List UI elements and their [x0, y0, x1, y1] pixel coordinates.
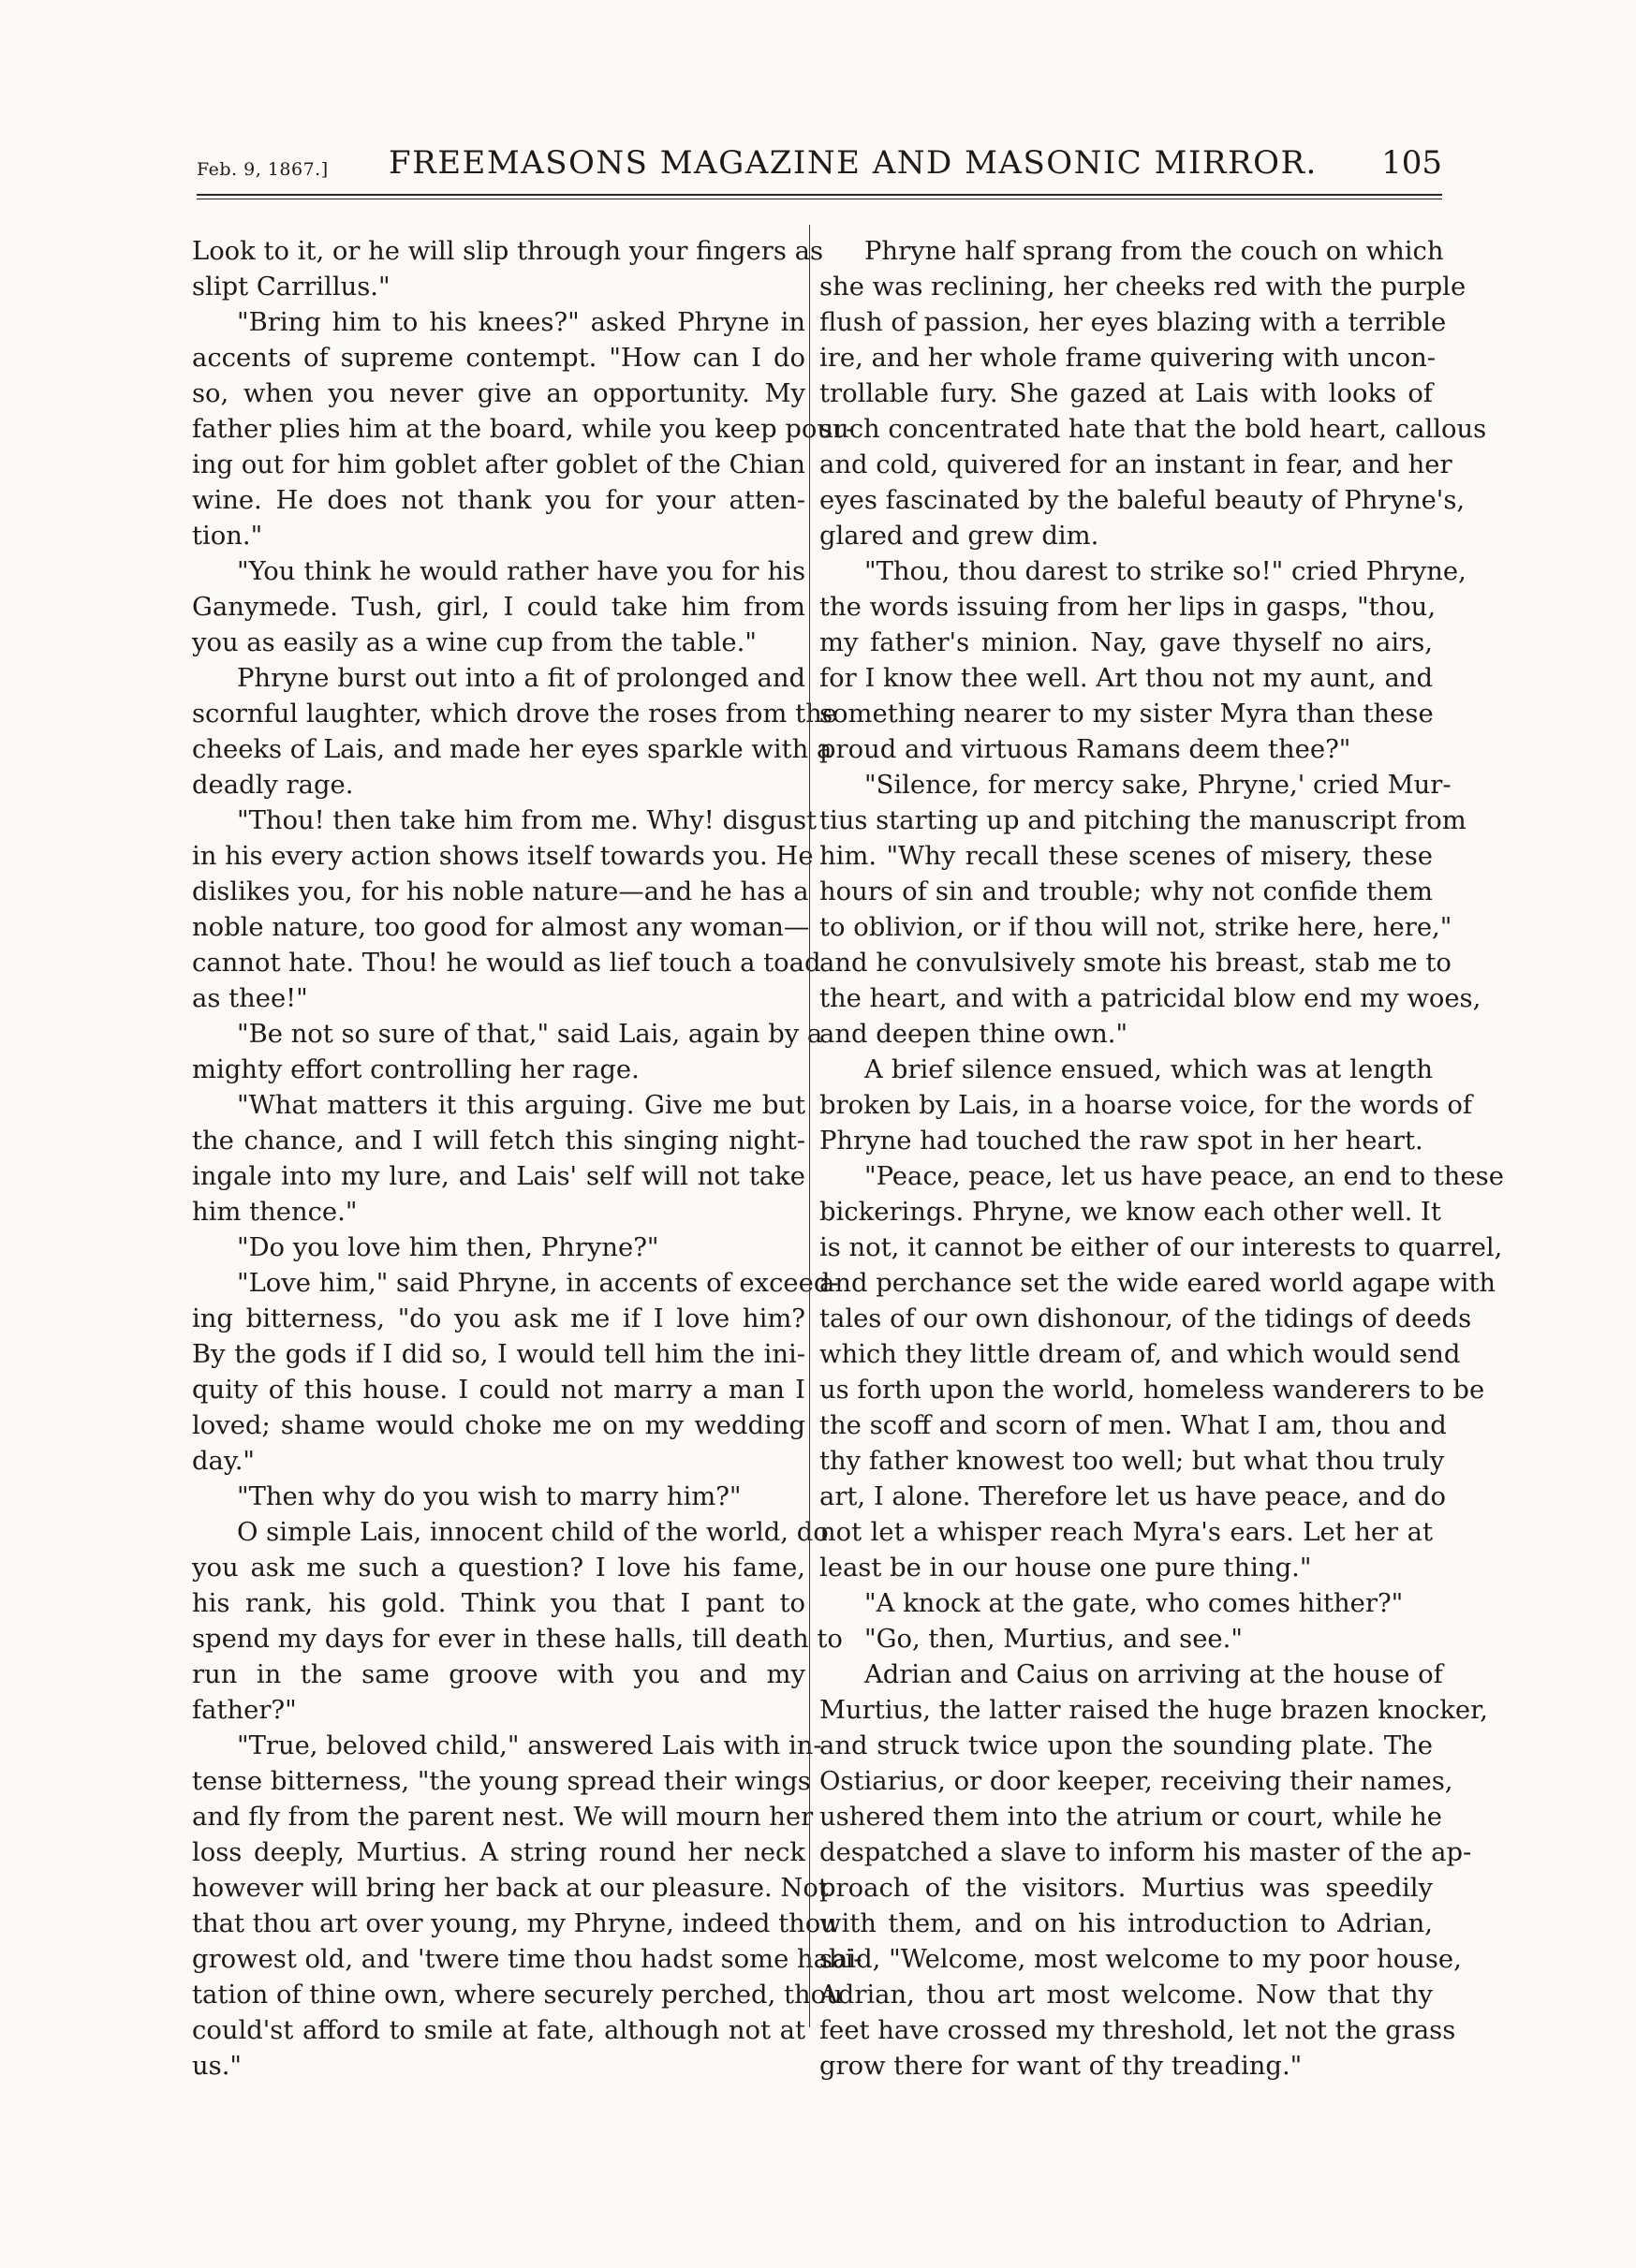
- text-line: ushered them into the atrium or court, while he: [819, 1803, 1442, 1832]
- left-column: [192, 234, 862, 2084]
- text-line: Phryne had touched the raw spot in her heart.: [819, 1127, 1423, 1156]
- paragraph: [819, 1622, 1433, 1657]
- text-line: day.": [192, 1447, 256, 1476]
- text-line: glared and grew dim.: [819, 522, 1099, 551]
- text-line: you as easily as a wine cup from the table.": [192, 628, 757, 657]
- text-line: which they little dream of, and which would send: [819, 1340, 1461, 1369]
- text-line: not let a whisper reach Myra's ears. Let her at: [819, 1518, 1433, 1547]
- paragraph: [192, 554, 805, 661]
- text-line: trollable fury. She gazed at Lais with looks of: [819, 379, 1433, 408]
- text-line: wine. He does not thank you for your atten-: [192, 486, 805, 515]
- text-line: the scoff and scorn of men. What I am, thou and: [819, 1411, 1447, 1440]
- text-line: A brief silence ensued, which was at length: [864, 1055, 1433, 1084]
- paragraph: [192, 1017, 823, 1088]
- text-line: "A knock at the gate, who comes hither?": [864, 1589, 1404, 1618]
- paragraph: [192, 803, 821, 1017]
- text-line: something nearer to my sister Myra than these: [819, 700, 1434, 729]
- text-line: "Silence, for mercy sake, Phryne,' cried Mur-: [864, 771, 1452, 800]
- text-line: run in the same groove with you and my: [192, 1660, 805, 1689]
- text-line: and perchance set the wide eared world agape with: [819, 1269, 1496, 1298]
- text-line: father plies him at the board, while you keep pour-: [192, 415, 855, 444]
- paragraph: [192, 661, 837, 803]
- text-line: broken by Lais, in a hoarse voice, for the words of: [819, 1091, 1473, 1120]
- text-line: loss deeply, Murtius. A string round her neck: [192, 1838, 805, 1867]
- text-line: for I know thee well. Art thou not my aunt, and: [819, 664, 1433, 693]
- text-line: grow there for want of thy treading.": [819, 2052, 1303, 2081]
- text-line: despatched a slave to inform his master of the ap-: [819, 1838, 1472, 1867]
- text-line: "What matters it this arguing. Give me but: [237, 1091, 805, 1120]
- text-line: and he convulsively smote his breast, stab me to: [819, 949, 1452, 978]
- text-line: could'st afford to smile at fate, although not at: [192, 2016, 805, 2045]
- text-line: such concentrated hate that the bold heart, callous: [819, 415, 1487, 444]
- paragraph: [192, 1266, 839, 1480]
- text-line: him thence.": [192, 1198, 358, 1227]
- text-line: is not, it cannot be either of our interests to quarrel,: [819, 1233, 1503, 1262]
- text-line: tales of our own dishonour, of the tidings of deeds: [819, 1304, 1472, 1333]
- text-line: "Then why do you wish to marry him?": [237, 1482, 742, 1511]
- text-line: art, I alone. Therefore let us have peace, and do: [819, 1482, 1446, 1511]
- paragraph: [819, 768, 1481, 1053]
- text-line: and fly from the parent nest. We will mourn her: [192, 1803, 814, 1832]
- text-line: Phryne half sprang from the couch on which: [864, 237, 1444, 266]
- text-line: Murtius, the latter raised the huge brazen knocker,: [819, 1696, 1488, 1725]
- paragraph: [192, 1729, 862, 2084]
- text-line: she was reclining, her cheeks red with the purple: [819, 272, 1467, 302]
- column-divider: [809, 225, 810, 2027]
- text-line: "Thou! then take him from me. Why! disgust: [237, 806, 818, 835]
- text-line: O simple Lais, innocent child of the world, do: [237, 1518, 829, 1547]
- text-line: dislikes you, for his noble nature—and he has a: [192, 877, 809, 906]
- text-line: "Go, then, Murtius, and see.": [864, 1625, 1243, 1654]
- page-number: 105: [1381, 144, 1442, 182]
- text-line: tation of thine own, where securely perched, thou: [192, 1981, 843, 2010]
- text-line: eyes fascinated by the baleful beauty of Phryne's,: [819, 486, 1466, 515]
- text-line: proud and virtuous Ramans deem thee?": [819, 735, 1351, 764]
- text-line: slipt Carrillus.": [192, 272, 391, 302]
- text-line: with them, and on his introduction to Adrian,: [819, 1909, 1433, 1938]
- text-line: my father's minion. Nay, gave thyself no airs,: [819, 628, 1433, 657]
- text-line: his rank, his gold. Think you that I pant to: [192, 1589, 805, 1618]
- text-line: Adrian and Caius on arriving at the house of: [864, 1660, 1443, 1689]
- paragraph: [192, 234, 824, 305]
- text-line: By the gods if I did so, I would tell him the ini-: [192, 1340, 805, 1369]
- text-line: as thee!": [192, 984, 308, 1013]
- text-line: ingale into my lure, and Lais' self will not take: [192, 1162, 805, 1191]
- text-line: ire, and her whole frame quivering with uncon-: [819, 344, 1436, 373]
- text-line: so, when you never give an opportunity. My: [192, 379, 805, 408]
- text-line: bickerings. Phryne, we know each other well. It: [819, 1198, 1441, 1227]
- text-line: cheeks of Lais, and made her eyes sparkle with a: [192, 735, 833, 764]
- text-line: "Love him," said Phryne, in accents of exceed-: [237, 1269, 839, 1298]
- text-line: "True, beloved child," answered Lais with in-: [237, 1731, 822, 1760]
- text-line: "Thou, thou darest to strike so!" cried Phryne,: [864, 557, 1467, 586]
- text-line: you ask me such a question? I love his fame,: [192, 1554, 805, 1583]
- text-line: loved; shame would choke me on my wedding: [192, 1411, 805, 1440]
- text-line: quity of this house. I could not marry a man I: [192, 1376, 805, 1405]
- text-line: however will bring her back at our pleasure. Not: [192, 1874, 829, 1903]
- text-line: father?": [192, 1696, 297, 1725]
- text-line: and struck twice upon the sounding plate. The: [819, 1731, 1433, 1760]
- text-line: and cold, quivered for an instant in fear, and her: [819, 450, 1452, 479]
- text-line: that thou art over young, my Phryne, indeed thou: [192, 1909, 837, 1938]
- text-line: "Be not so sure of that," said Lais, again by a: [237, 1020, 823, 1049]
- text-line: thy father knowest too well; but what thou truly: [819, 1447, 1445, 1476]
- text-line: Ganymede. Tush, girl, I could take him from: [192, 593, 805, 622]
- text-line: flush of passion, her eyes blazing with a terrible: [819, 308, 1447, 337]
- text-line: "Peace, peace, let us have peace, an end to these: [864, 1162, 1504, 1191]
- text-line: Ostiarius, or door keeper, receiving their names,: [819, 1767, 1453, 1796]
- text-line: Adrian, thou art most welcome. Now that thy: [819, 1981, 1433, 2010]
- magazine-title: FREEMASONS MAGAZINE AND MASONIC MIRROR.: [389, 144, 1318, 182]
- text-line: Phryne burst out into a fit of prolonged and: [237, 664, 805, 693]
- text-line: "You think he would rather have you for his: [237, 557, 805, 586]
- text-line: and deepen thine own.": [819, 1020, 1128, 1049]
- text-line: the words issuing from her lips in gasps, "thou,: [819, 593, 1437, 622]
- paragraph: [819, 554, 1467, 768]
- paragraph: [192, 1480, 805, 1515]
- text-line: in his every action shows itself towards you. He: [192, 842, 814, 871]
- text-line: us forth upon the world, homeless wanderers to be: [819, 1376, 1485, 1405]
- paragraph: [192, 1515, 843, 1729]
- page-header: [197, 140, 1442, 187]
- text-line: mighty effort controlling her rage.: [192, 1055, 640, 1084]
- text-line: tius starting up and pitching the manuscript from: [819, 806, 1467, 835]
- right-column: [819, 234, 1504, 2084]
- text-line: tion.": [192, 522, 263, 551]
- text-line: deadly rage.: [192, 771, 354, 800]
- paragraph: [192, 1088, 805, 1230]
- paragraph: [192, 1230, 805, 1266]
- text-line: us.": [192, 2052, 243, 2081]
- text-line: him. "Why recall these scenes of misery, these: [819, 842, 1433, 871]
- issue-date: Feb. 9, 1867.]: [197, 159, 329, 180]
- text-line: tense bitterness, "the young spread their wings: [192, 1767, 811, 1796]
- paragraph: [819, 1657, 1488, 2084]
- paragraph: [192, 305, 855, 554]
- text-line: hours of sin and trouble; why not confide them: [819, 877, 1433, 906]
- text-line: cannot hate. Thou! he would as lief touch a toad: [192, 949, 821, 978]
- paragraph: [819, 1159, 1504, 1586]
- text-line: said, "Welcome, most welcome to my poor house,: [819, 1945, 1462, 1974]
- text-line: least be in our house one pure thing.": [819, 1554, 1312, 1583]
- text-line: proach of the visitors. Murtius was speedily: [819, 1874, 1433, 1903]
- paragraph: [819, 1586, 1433, 1622]
- text-line: ing bitterness, "do you ask me if I love him?: [192, 1304, 805, 1333]
- text-line: growest old, and 'twere time thou hadst some habi-: [192, 1945, 862, 1974]
- text-line: the heart, and with a patricidal blow end my woes,: [819, 984, 1481, 1013]
- text-line: "Do you love him then, Phryne?": [237, 1233, 659, 1262]
- text-line: spend my days for ever in these halls, till death to: [192, 1625, 843, 1654]
- text-line: the chance, and I will fetch this singing night-: [192, 1127, 805, 1156]
- header-rule: [197, 194, 1442, 196]
- text-line: Look to it, or he will slip through your fingers as: [192, 237, 824, 266]
- text-line: feet have crossed my threshold, let not the grass: [819, 2016, 1456, 2045]
- text-line: scornful laughter, which drove the roses from the: [192, 700, 837, 729]
- paragraph: [819, 234, 1487, 554]
- text-line: "Bring him to his knees?" asked Phryne in: [237, 308, 805, 337]
- text-line: noble nature, too good for almost any woman—: [192, 913, 810, 942]
- text-line: ing out for him goblet after goblet of the Chian: [192, 450, 805, 479]
- paragraph: [819, 1053, 1473, 1159]
- text-line: accents of supreme contempt. "How can I do: [192, 344, 805, 373]
- text-line: to oblivion, or if thou will not, strike here, here,": [819, 913, 1452, 942]
